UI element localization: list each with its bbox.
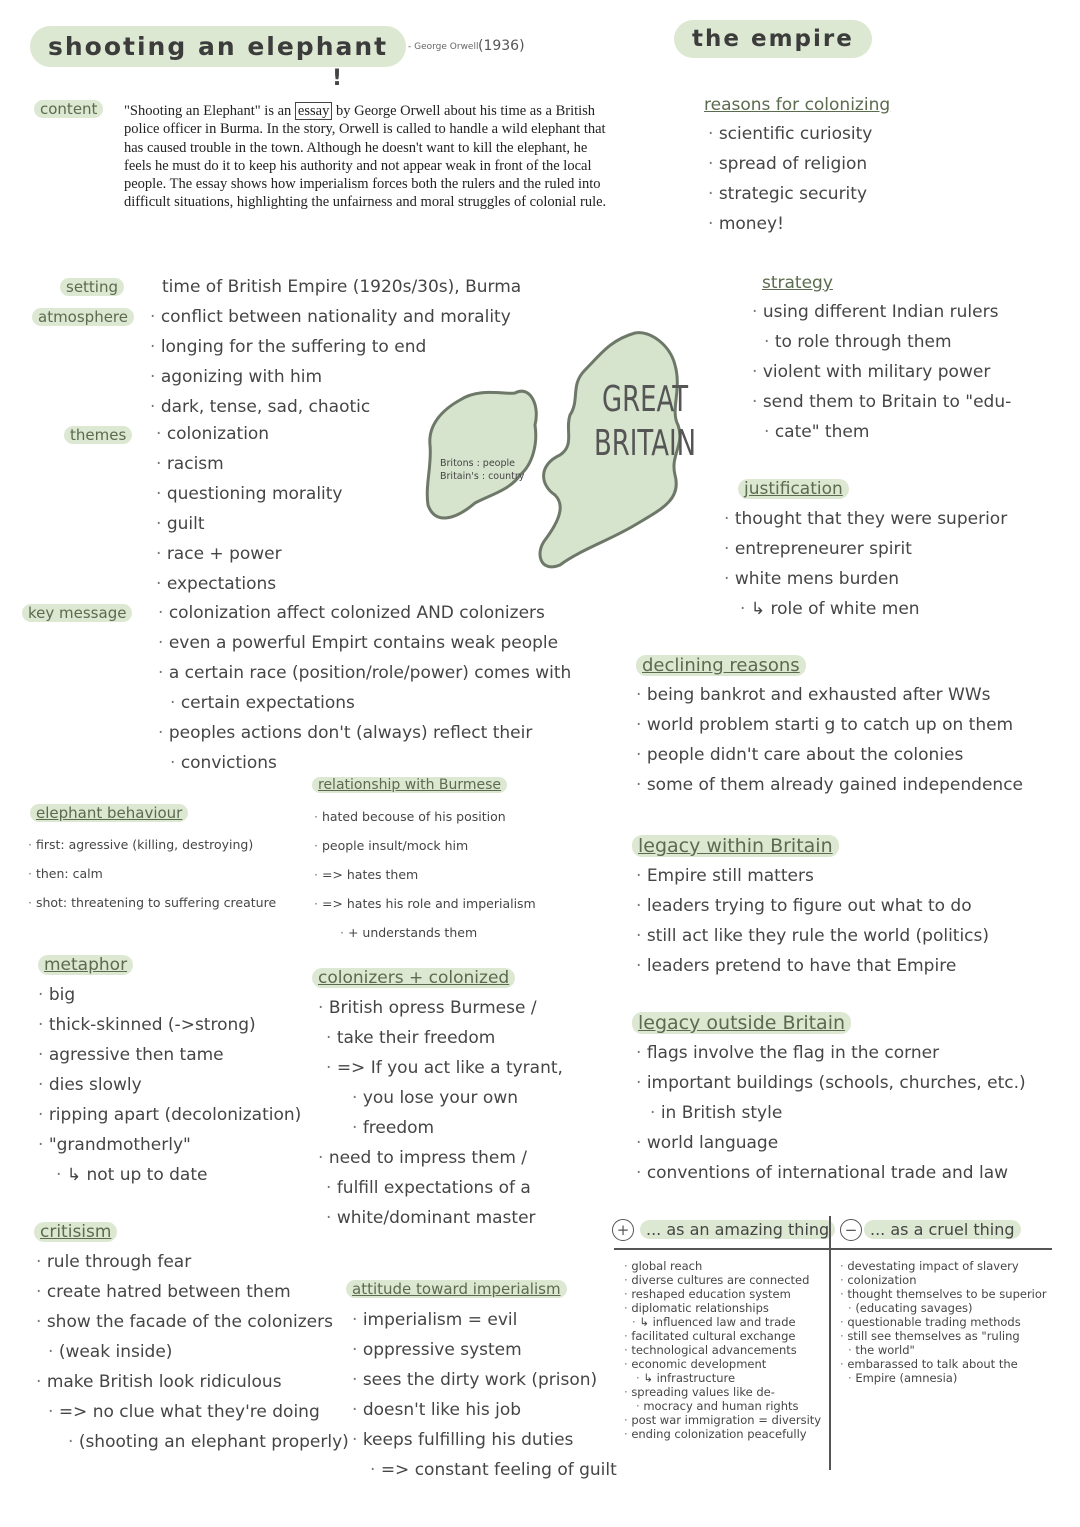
table-vertical-rule: [829, 1216, 831, 1470]
plus-items-list: [624, 1259, 821, 1441]
list-item: · show the facade of the colonizers: [36, 1307, 349, 1337]
legacy-within-title: legacy within Britain: [632, 835, 839, 857]
list-item: · people didn't care about the colonies: [636, 740, 1023, 770]
table-horizontal-rule: [614, 1248, 1052, 1250]
list-item: · economic development: [624, 1357, 821, 1371]
list-item: · ↳ influenced law and trade: [624, 1315, 821, 1329]
list-item: · still act like they rule the world (politics): [636, 921, 989, 951]
list-item: · (shooting an elephant properly): [36, 1427, 349, 1457]
minus-column-title: ... as a cruel thing: [864, 1220, 1021, 1239]
list-item: · rule through fear: [36, 1247, 349, 1277]
list-item: · ending colonization peacefully: [624, 1427, 821, 1441]
list-item: · certain expectations: [158, 688, 571, 718]
critisism-list: [36, 1247, 349, 1457]
list-item: · need to impress them /: [318, 1143, 563, 1173]
attitude-title: attitude toward imperialism: [346, 1280, 567, 1298]
reasons-title: reasons for colonizing: [704, 95, 891, 115]
list-item: · important buildings (schools, churches, etc.): [636, 1068, 1026, 1098]
colonizers-list: [318, 993, 563, 1233]
list-item: · violent with military power: [752, 357, 1011, 387]
list-item: · white/dominant master: [318, 1203, 563, 1233]
list-item: · colonization: [840, 1273, 1047, 1287]
content-label: content: [34, 100, 103, 118]
year: (1936): [478, 38, 525, 54]
reasons-list: [708, 119, 872, 239]
list-item: · then: calm: [28, 859, 276, 888]
list-item: · a certain race (position/role/power) comes with: [158, 658, 571, 688]
elephant-behaviour-title: elephant behaviour: [30, 804, 188, 822]
list-item: · peoples actions don't (always) reflect their: [158, 718, 571, 748]
list-item: · some of them already gained independence: [636, 770, 1023, 800]
list-item: · leaders trying to figure out what to do: [636, 891, 989, 921]
list-item: · => hates them: [314, 860, 536, 889]
list-item: · the world": [840, 1343, 1047, 1357]
list-item: · global reach: [624, 1259, 821, 1273]
empire-title: the empire: [674, 20, 872, 58]
relationship-list: [314, 802, 536, 947]
list-item: · colonization: [156, 419, 343, 449]
list-item: · scientific curiosity: [708, 119, 872, 149]
metaphor-list: [38, 980, 301, 1190]
justification-title: justification: [738, 479, 849, 499]
list-item: · freedom: [318, 1113, 563, 1143]
list-item: · to role through them: [752, 327, 1011, 357]
list-item: · cate" them: [752, 417, 1011, 447]
list-item: · dies slowly: [38, 1070, 301, 1100]
list-item: · post war immigration = diversity: [624, 1413, 821, 1427]
list-item: · convictions: [158, 748, 571, 778]
list-item: · agonizing with him: [150, 362, 511, 392]
legacy-outside-title: legacy outside Britain: [632, 1012, 851, 1034]
list-item: · conflict between nationality and morality: [150, 302, 511, 332]
list-item: · being bankrot and exhausted after WWs: [636, 680, 1023, 710]
content-paragraph: "Shooting an Elephant" is an essay by George Orwell about his time as a British police officer in Burma. In the story, Orwell is called to handle a wild elephant that has caused trouble in the town. Although he doesn't want to kill the elephant, he feels he must do it to keep his authority and not appear weak in front of the local people. The essay shows how imperialism forces both the rulers and the ruled into difficult situations, highlighting the unfairness and moral struggles of colonial rule.: [124, 103, 607, 211]
list-item: · create hatred between them: [36, 1277, 349, 1307]
list-item: · facilitated cultural exchange: [624, 1329, 821, 1343]
list-item: · ↳ role of white men: [724, 594, 1007, 624]
minus-circle-icon: −: [840, 1219, 862, 1241]
list-item: · strategic security: [708, 179, 872, 209]
list-item: · even a powerful Empirt contains weak people: [158, 628, 571, 658]
ireland-label: Britons : people Britain's : country: [440, 458, 525, 482]
list-item: · world problem starti g to catch up on them: [636, 710, 1023, 740]
list-item: · doesn't like his job: [352, 1395, 617, 1425]
list-item: · still see themselves as "ruling: [840, 1329, 1047, 1343]
list-item: · expectations: [156, 569, 343, 599]
strategy-title: strategy: [762, 273, 833, 293]
essay-boxed-word: essay: [295, 102, 332, 120]
list-item: · colonization affect colonized AND colonizers: [158, 598, 571, 628]
list-item: · ↳ not up to date: [38, 1160, 301, 1190]
plus-column-title: ... as an amazing thing: [640, 1220, 835, 1239]
list-item: · agressive then tame: [38, 1040, 301, 1070]
list-item: · people insult/mock him: [314, 831, 536, 860]
list-item: · white mens burden: [724, 564, 1007, 594]
list-item: · Empire still matters: [636, 861, 989, 891]
list-item: · conventions of international trade and law: [636, 1158, 1026, 1188]
list-item: · thought that they were superior: [724, 504, 1007, 534]
setting-text: time of British Empire (1920s/30s), Burma: [162, 277, 522, 297]
legacy-within-list: [636, 861, 989, 981]
legacy-outside-list: [636, 1038, 1026, 1188]
exclamation-mark: !: [332, 66, 343, 91]
list-item: · mocracy and human rights: [624, 1399, 821, 1413]
list-item: · entrepreneurer spirit: [724, 534, 1007, 564]
plus-circle-icon: +: [612, 1219, 634, 1241]
list-item: · + understands them: [314, 918, 536, 947]
list-item: · first: agressive (killing, destroying): [28, 830, 276, 859]
list-item: · questioning morality: [156, 479, 343, 509]
list-item: · flags involve the flag in the corner: [636, 1038, 1026, 1068]
list-item: · guilt: [156, 509, 343, 539]
list-item: · world language: [636, 1128, 1026, 1158]
declining-list: [636, 680, 1023, 800]
ireland-shape: [427, 391, 536, 518]
list-item: · ripping apart (decolonization): [38, 1100, 301, 1130]
list-item: · racism: [156, 449, 343, 479]
list-item: · embarassed to talk about the: [840, 1357, 1047, 1371]
list-item: · ↳ infrastructure: [624, 1371, 821, 1385]
list-item: · => no clue what they're doing: [36, 1397, 349, 1427]
list-item: · (educating savages): [840, 1301, 1047, 1315]
list-item: · "grandmotherly": [38, 1130, 301, 1160]
list-item: · fulfill expectations of a: [318, 1173, 563, 1203]
list-item: · shot: threatening to suffering creature: [28, 888, 276, 917]
list-item: · make British look ridiculous: [36, 1367, 349, 1397]
list-item: · (weak inside): [36, 1337, 349, 1367]
list-item: · => constant feeling of guilt: [352, 1455, 617, 1485]
list-item: · => hates his role and imperialism: [314, 889, 536, 918]
list-item: · thought themselves to be superior: [840, 1287, 1047, 1301]
list-item: · reshaped education system: [624, 1287, 821, 1301]
themes-label: themes: [64, 426, 132, 444]
list-item: · diverse cultures are connected: [624, 1273, 821, 1287]
list-item: · spreading values like de-: [624, 1385, 821, 1399]
setting-label: setting: [60, 278, 124, 296]
list-item: · dark, tense, sad, chaotic: [150, 392, 511, 422]
author: - George Orwell: [408, 42, 479, 52]
colonizers-title: colonizers + colonized: [312, 968, 515, 988]
list-item: · imperialism = evil: [352, 1305, 617, 1335]
list-item: · oppressive system: [352, 1335, 617, 1365]
list-item: · questionable trading methods: [840, 1315, 1047, 1329]
list-item: · take their freedom: [318, 1023, 563, 1053]
list-item: · thick-skinned (->strong): [38, 1010, 301, 1040]
critisism-title: critisism: [34, 1222, 117, 1242]
elephant-behaviour-list: [28, 830, 276, 917]
list-item: · money!: [708, 209, 872, 239]
list-item: · diplomatic relationships: [624, 1301, 821, 1315]
justification-list: [724, 504, 1007, 624]
list-item: · devestating impact of slavery: [840, 1259, 1047, 1273]
list-item: · you lose your own: [318, 1083, 563, 1113]
list-item: · using different Indian rulers: [752, 297, 1011, 327]
declining-title: declining reasons: [636, 655, 806, 676]
list-item: · spread of religion: [708, 149, 872, 179]
list-item: · British opress Burmese /: [318, 993, 563, 1023]
list-item: · keeps fulfilling his duties: [352, 1425, 617, 1455]
list-item: · longing for the suffering to end: [150, 332, 511, 362]
themes-list: [156, 419, 343, 599]
metaphor-title: metaphor: [38, 955, 133, 975]
page-title: shooting an elephant: [30, 26, 406, 67]
list-item: · hated becouse of his position: [314, 802, 536, 831]
key-message-label: key message: [22, 604, 132, 622]
strategy-list: [752, 297, 1011, 447]
list-item: · big: [38, 980, 301, 1010]
key-message-list: [158, 598, 571, 778]
list-item: · technological advancements: [624, 1343, 821, 1357]
list-item: · => If you act like a tyrant,: [318, 1053, 563, 1083]
attitude-list: [352, 1305, 617, 1485]
relationship-title: relationship with Burmese: [312, 777, 507, 793]
list-item: · send them to Britain to "edu-: [752, 387, 1011, 417]
list-item: · in British style: [636, 1098, 1026, 1128]
list-item: · Empire (amnesia): [840, 1371, 1047, 1385]
great-britain-label: GREAT BRITAIN: [594, 379, 697, 464]
list-item: · leaders pretend to have that Empire: [636, 951, 989, 981]
list-item: · sees the dirty work (prison): [352, 1365, 617, 1395]
minus-items-list: [840, 1259, 1047, 1385]
atmosphere-label: atmosphere: [32, 308, 134, 326]
list-item: · race + power: [156, 539, 343, 569]
